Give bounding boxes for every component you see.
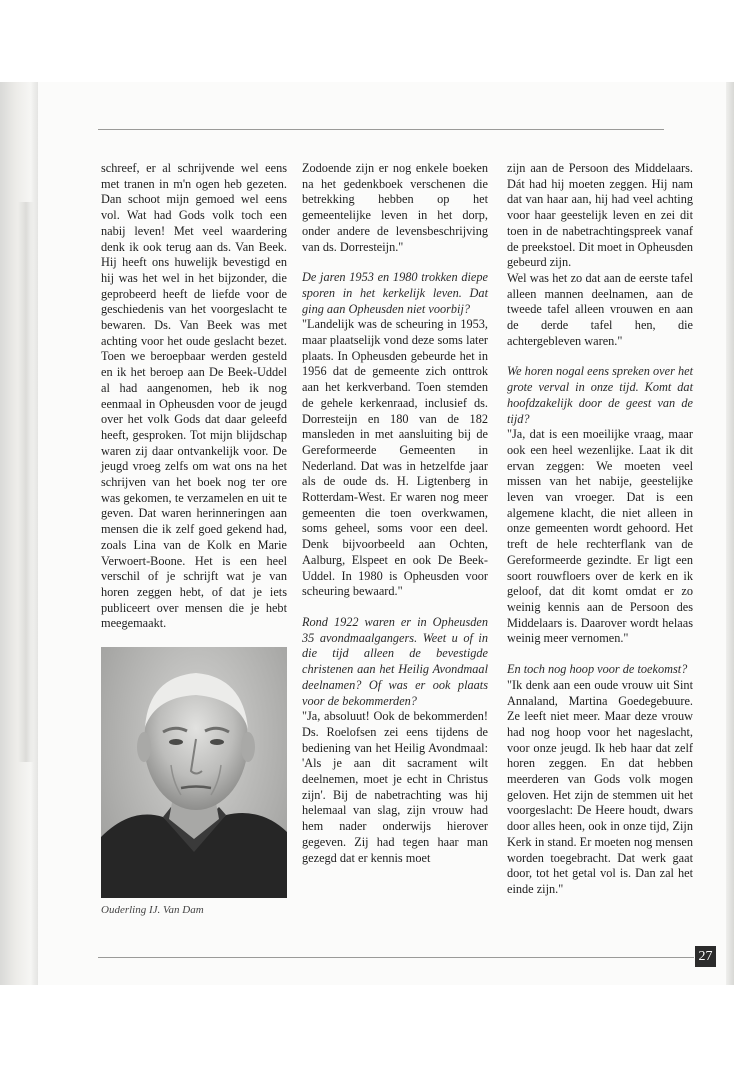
column-3-paragraph-4: "Ik denk aan een oude vrouw uit Sint Annaland, Martina Goedegebuure. Ze leeft niet meer. Maar deze vrouw had nog hoop voor het nageslacht, voor onze jeugd. Ik heb haar dat zelf horen zeggen. En dat hebben meerderen van Gods volk mogen geloven. Het zijn de stemmen uit het voorgeslacht: De Heere houdt, dwars door alles heen, ook in onze tijd, Zijn Kerk in stand. Er moeten nog mensen worden toegebracht. Dat werk gaat door, tot het getal vol is. Dan zal het einde zijn." <box>507 677 693 896</box>
column-3 <box>507 161 693 898</box>
top-rule <box>98 129 664 130</box>
bottom-rule <box>98 957 694 958</box>
column-3-paragraph-2: Wel was het zo dat aan de eerste tafel alleen mannen deelnamen, aan de tweede tafel alleen vrouwen en aan de derde tafel hen, die achtergebleven waren." <box>507 270 693 348</box>
page-number: 27 <box>695 946 716 967</box>
photo-caption: Ouderling IJ. Van Dam <box>101 904 204 916</box>
portrait-image <box>101 647 287 898</box>
column-1-paragraph: schreef, er al schrijvende wel eens met tranen in m'n ogen heb gezeten. Dan schoot mijn gemoed wel eens vol. Wat had Gods volk toch een nabij leven! Met veel waardering denk ik ook terug aan ds. Van Beek. Hij heeft ons huwelijk bevestigd en hij was het wel in het bijzonder, die geprobeerd heeft de liefde voor de geschiedenis van het voorgeslacht te bewaren. Ds. Van Beek was met achting voor het oude geslacht bezet. Toen we beroepbaar werden gesteld en ik het beroep aan De Beek-Uddel al had aangenomen, heb ik nog eenmaal in Opheusden voor de jeugd over het volk Gods dat daar geleefd heeft, gesproken. Tot mijn blijdschap waren zij daar ontvankelijk voor. De jeugd vroeg zelfs om wat ons na het schrijven van het boek nog ter ore was gekomen, te verzamelen en uit te geven. Dat waren herinneringen aan mensen die ik zelf goed gekend had, zoals Lina van de Kolk en Marie Verwoert-Boone. Het is een heel verschil of je schrijft wat je van horen zeggen hebt, of dat je iets publiceert over mensen die je hebt meegemaakt. <box>101 161 287 631</box>
portrait-photo <box>101 647 287 898</box>
interview-question-2: Rond 1922 waren er in Opheusden 35 avondmaalgangers. Weet u of in die tijd alleen de bevestigde christenen aan het Heilig Avondmaal deelnamen? Of was er ook plaats voor de bekommerden? <box>302 614 488 708</box>
column-2-paragraph-1: Zodoende zijn er nog enkele boeken na het gedenkboek verschenen die betrekking hebben op het gemeentelijke leven in het dorp, onder andere de levensbeschrijving van ds. Dorresteijn." <box>302 161 488 254</box>
column-1 <box>101 161 287 632</box>
column-3-paragraph-3: "Ja, dat is een moeilijke vraag, maar ook een heel wezenlijke. Laat ik dit ervan zeggen: We moeten veel missen van het nabije, geestelijke leven van vroeger. Dat is een algemene klacht, die niet alleen in onze gemeenten wordt gehoord. Het treft de hele rechterflank van de Gereformeerde gezindte. Er ligt een soort rouwfloers over de kerk en ik geloof, dat dit komt omdat er zo weinig kennis aan de Persoon des Middelaars is. Daarover wordt helaas weinig meer vernomen." <box>507 427 693 646</box>
interview-question-3: We horen nogal eens spreken over het grote verval in onze tijd. Komt dat hoofdzakelijk door de geest van de tijd? <box>507 364 693 426</box>
column-2-paragraph-3: "Ja, absoluut! Ook de bekommerden! Ds. Roelofsen zei eens tijdens de bediening van het Heilig Avondmaal: 'Als je aan dit sacrament wilt deelnemen, moet je echt in Christus zijn'. Bij de nabetrachting was hij helemaal van slag, zijn vrouw had hem nader onderwijs hierover gegeven. Zij had tegen haar man gezegd dat er kennis moet <box>302 709 488 865</box>
interview-question-4: En toch nog hoop voor de toekomst? <box>507 662 688 677</box>
column-2-paragraph-2: "Landelijk was de scheuring in 1953, maar plaatselijk vond deze soms later plaats. In Opheusden gebeurde het in 1956 dat de gemeente zich onttrok aan het kerkverband. Toen stemden de gehele kerkenraad, inclusief ds. Dorresteijn en 180 van de 182 mansleden in met aansluiting bij de Gereformeerde Gemeenten in Nederland. Dat was in hetzelfde jaar als de oude ds. H. Ligtenberg in Rotterdam-West. Er waren nog meer gemeenten die toen overkwamen, soms geheel, soms voor een deel. Denk bijvoorbeeld aan Ochten, Aalburg, Elspeet en ook De Beek-Uddel. In 1980 is Opheusden voor scheuring bewaard." <box>302 317 488 599</box>
interview-question-1: De jaren 1953 en 1980 trokken diepe sporen in het kerkelijk leven. Dat ging aan Opheusden niet voorbij? <box>302 270 488 316</box>
page-edge <box>726 82 734 985</box>
column-3-paragraph-1: zijn aan de Persoon des Middelaars. Dát had hij moeten zeggen. Hij nam dat van haar aan, hij had veel achting voor haar geestelijk leven en zei dit toen in de nabetrachtingspreek vanaf de preekstoel. Dit moet in Opheusden gebeurd zijn. <box>507 161 693 270</box>
column-2 <box>302 161 488 866</box>
page-spine-shadow <box>0 82 38 985</box>
